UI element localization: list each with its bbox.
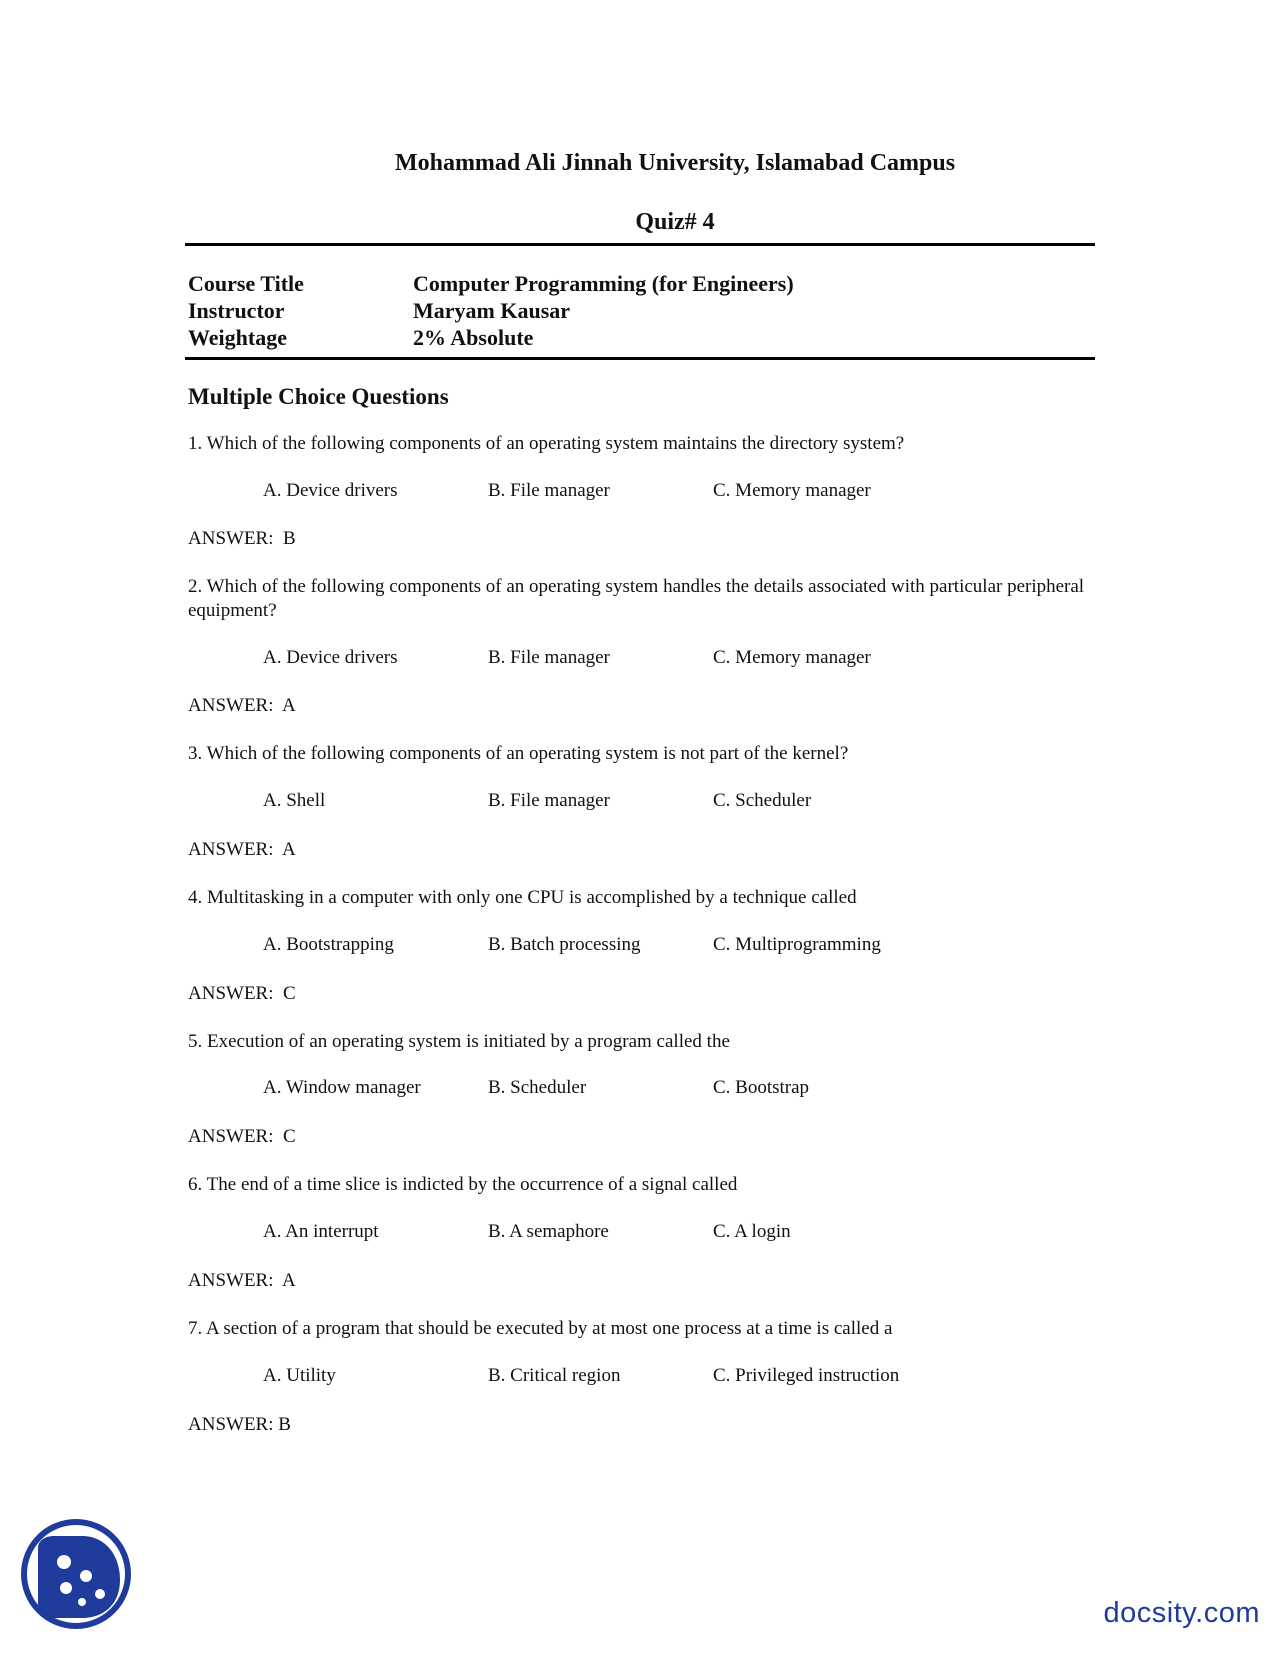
info-row-instructor: [188, 297, 794, 324]
option-c: C. Scheduler: [713, 790, 812, 811]
info-row-weightage: [188, 324, 794, 351]
answer-1: ANSWER: B: [188, 528, 296, 549]
info-value: Computer Programming (for Engineers): [413, 271, 794, 296]
answer-2: ANSWER: A: [188, 695, 296, 716]
question-text: 2. Which of the following components of an operating system handles the details associated with particular peripheral equipment?: [188, 576, 1085, 621]
section-heading: Multiple Choice Questions: [188, 384, 449, 409]
option-c: C. Memory manager: [713, 480, 871, 501]
info-row-course-title: [188, 270, 794, 297]
question-text: 4. Multitasking in a computer with only one CPU is accomplished by a technique called: [188, 887, 857, 908]
bottom-rule: [185, 357, 1095, 360]
answer-4: ANSWER: C: [188, 983, 296, 1004]
option-c: C. Memory manager: [713, 647, 871, 668]
option-a: A. An interrupt: [263, 1221, 379, 1242]
option-c: C. A login: [713, 1221, 791, 1242]
option-a: A. Window manager: [263, 1077, 421, 1098]
question-options: [188, 790, 1098, 814]
option-a: A. Device drivers: [263, 480, 398, 501]
docsity-brand-link[interactable]: docsity.com: [1103, 1597, 1260, 1629]
info-label: Instructor: [188, 298, 285, 323]
university-name: Mohammad Ali Jinnah University, Islamabad Campus: [394, 150, 956, 176]
question-text: 7. A section of a program that should be executed by at most one process at a time is called a: [188, 1318, 893, 1339]
info-value: 2% Absolute: [413, 325, 534, 350]
option-b: B. File manager: [488, 647, 610, 668]
option-a: A. Bootstrapping: [263, 934, 394, 955]
question-text: 1. Which of the following components of an operating system maintains the directory system?: [188, 433, 905, 454]
option-b: B. A semaphore: [488, 1221, 609, 1242]
option-a: A. Utility: [263, 1365, 336, 1386]
info-label: Course Title: [188, 271, 304, 296]
question-3: [188, 742, 1098, 814]
option-a: A. Shell: [263, 790, 326, 811]
question-options: [188, 1365, 1098, 1389]
answer-6: ANSWER: A: [188, 1270, 296, 1291]
option-c: C. Multiprogramming: [713, 934, 881, 955]
question-options: [188, 1077, 1098, 1101]
top-rule: [185, 243, 1095, 246]
question-options: [188, 1221, 1098, 1245]
info-label: Weightage: [188, 325, 287, 350]
option-b: B. Critical region: [488, 1365, 621, 1386]
quiz-title: Quiz# 4: [635, 209, 715, 235]
question-6: [188, 1173, 1098, 1245]
info-value: Maryam Kausar: [413, 298, 571, 323]
option-c: C. Privileged instruction: [713, 1365, 900, 1386]
option-b: B. Scheduler: [488, 1077, 587, 1098]
question-2: [188, 575, 1098, 671]
answer-5: ANSWER: C: [188, 1126, 296, 1147]
question-4: [188, 886, 1098, 958]
answer-3: ANSWER: A: [188, 839, 296, 860]
question-options: [188, 647, 1098, 671]
option-b: B. File manager: [488, 480, 610, 501]
question-5: [188, 1030, 1098, 1101]
question-text: 3. Which of the following components of an operating system is not part of the kernel?: [188, 743, 849, 764]
question-7: [188, 1317, 1098, 1389]
option-c: C. Bootstrap: [713, 1077, 810, 1098]
option-b: B. File manager: [488, 790, 610, 811]
option-a: A. Device drivers: [263, 647, 398, 668]
question-text: 5. Execution of an operating system is initiated by a program called the: [188, 1031, 730, 1052]
question-1: [188, 432, 1098, 504]
question-options: [188, 934, 1098, 958]
question-text: 6. The end of a time slice is indicted by the occurrence of a signal called: [188, 1174, 738, 1195]
question-options: [188, 480, 1098, 504]
answer-7: ANSWER: B: [188, 1414, 291, 1435]
option-b: B. Batch processing: [488, 934, 641, 955]
docsity-logo-icon[interactable]: [20, 1518, 132, 1630]
course-info-table: [188, 270, 794, 351]
